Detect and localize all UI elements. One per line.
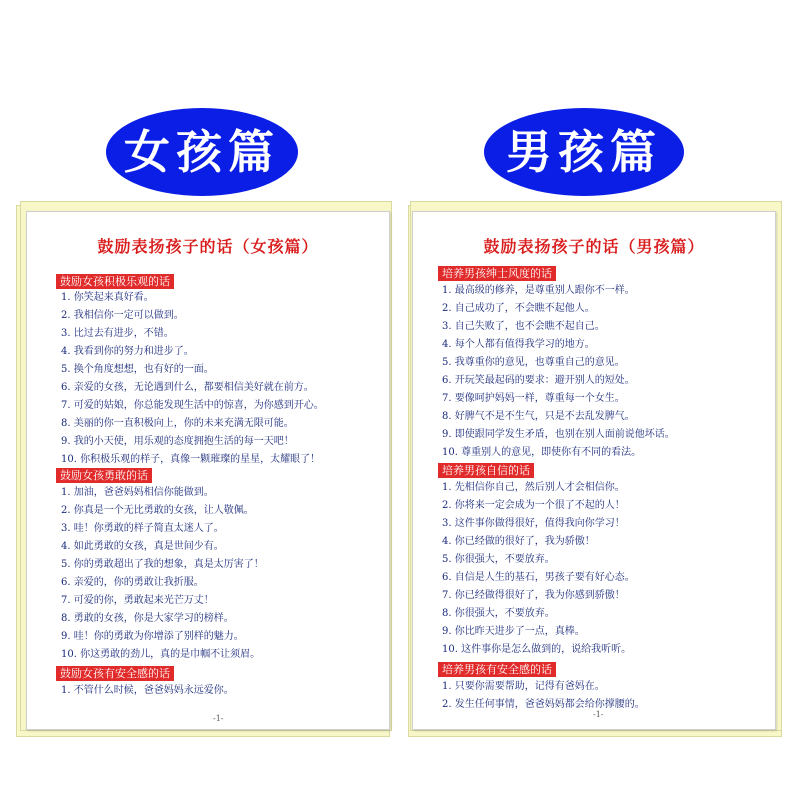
right-document-title: 鼓励表扬孩子的话（男孩篇） bbox=[483, 237, 705, 256]
right-list-item: 2. 发生任何事情，爸爸妈妈都会给你撑腰的。 bbox=[442, 699, 645, 710]
left-page-number: -1- bbox=[213, 714, 224, 723]
right-list-item: 6. 开玩笑最起码的要求：避开别人的短处。 bbox=[442, 375, 635, 386]
right-list-item: 5. 我尊重你的意见，也尊重自己的意见。 bbox=[442, 357, 625, 368]
left-list-item: 4. 如此勇敢的女孩，真是世间少有。 bbox=[61, 541, 224, 552]
right-list-item: 3. 自己失败了，也不会瞧不起自己。 bbox=[442, 321, 605, 332]
left-list-item: 1. 不管什么时候，爸爸妈妈永远爱你。 bbox=[61, 685, 234, 696]
right-list-item: 8. 好脾气不是不生气，只是不去乱发脾气。 bbox=[442, 411, 635, 422]
right-list-item: 4. 每个人都有值得我学习的地方。 bbox=[442, 339, 595, 350]
left-document-page bbox=[26, 211, 390, 730]
left-list-item: 2. 我相信你一定可以做到。 bbox=[61, 310, 184, 321]
right-list-item: 2. 自己成功了，不会瞧不起他人。 bbox=[442, 303, 595, 314]
right-list-item: 6. 自信是人生的基石，男孩子要有好心态。 bbox=[442, 572, 635, 583]
right-document-page bbox=[412, 211, 776, 730]
left-list-item: 6. 亲爱的女孩，无论遇到什么，都要相信美好就在前方。 bbox=[61, 382, 314, 393]
left-list-item: 5. 你的勇敢超出了我的想象，真是太厉害了！ bbox=[61, 559, 264, 570]
left-section-heading-bravery: 鼓励女孩勇敢的话 bbox=[56, 468, 152, 483]
left-section-heading-optimism: 鼓励女孩积极乐观的话 bbox=[56, 274, 174, 289]
right-section-heading-security: 培养男孩有安全感的话 bbox=[438, 662, 556, 677]
left-list-item: 10. 你积极乐观的样子，真像一颗璀璨的星星，太耀眼了！ bbox=[61, 454, 321, 465]
left-list-item: 8. 勇敢的女孩，你是大家学习的榜样。 bbox=[61, 613, 234, 624]
right-list-item: 7. 你已经做得很好了，我为你感到骄傲！ bbox=[442, 590, 625, 601]
left-list-item: 4. 我看到你的努力和进步了。 bbox=[61, 346, 194, 357]
right-list-item: 10. 这件事你是怎么做到的，说给我听听。 bbox=[442, 644, 632, 655]
right-list-item: 7. 要像呵护妈妈一样，尊重每一个女生。 bbox=[442, 393, 625, 404]
right-list-item: 1. 先相信你自己，然后别人才会相信你。 bbox=[442, 482, 625, 493]
right-list-item: 5. 你很强大，不要放弃。 bbox=[442, 554, 555, 565]
left-list-item: 7. 可爱的你，勇敢起来光芒万丈！ bbox=[61, 595, 214, 606]
left-list-item: 10. 你这勇敢的劲儿，真的是巾帼不让须眉。 bbox=[61, 649, 261, 660]
left-section-heading-security: 鼓励女孩有安全感的话 bbox=[56, 666, 174, 681]
left-list-item: 7. 可爱的姑娘，你总能发现生活中的惊喜，为你感到开心。 bbox=[61, 400, 324, 411]
right-list-item: 1. 只要你需要帮助，记得有爸妈在。 bbox=[442, 681, 605, 692]
right-list-item: 10. 尊重别人的意见，即使你有不同的看法。 bbox=[442, 447, 642, 458]
left-list-item: 9. 哇！你的勇敢为你增添了别样的魅力。 bbox=[61, 631, 244, 642]
left-list-item: 3. 比过去有进步，不错。 bbox=[61, 328, 174, 339]
left-list-item: 9. 我的小天使，用乐观的态度拥抱生活的每一天吧！ bbox=[61, 436, 294, 447]
left-list-item: 5. 换个角度想想，也有好的一面。 bbox=[61, 364, 214, 375]
right-list-item: 8. 你很强大，不要放弃。 bbox=[442, 608, 555, 619]
left-list-item: 1. 加油，爸爸妈妈相信你能做到。 bbox=[61, 487, 214, 498]
left-document-title: 鼓励表扬孩子的话（女孩篇） bbox=[97, 237, 319, 256]
girls-edition-badge: 女孩篇 bbox=[106, 108, 298, 196]
right-list-item: 3. 这件事你做得很好，值得我向你学习！ bbox=[442, 518, 625, 529]
right-page-number: -1- bbox=[593, 710, 604, 719]
left-list-item: 1. 你笑起来真好看。 bbox=[61, 292, 154, 303]
left-list-item: 2. 你真是一个无比勇敢的女孩，让人敬佩。 bbox=[61, 505, 254, 516]
right-list-item: 9. 你比昨天进步了一点，真棒。 bbox=[442, 626, 585, 637]
left-list-item: 6. 亲爱的，你的勇敢让我折服。 bbox=[61, 577, 204, 588]
right-section-heading-confidence: 培养男孩自信的话 bbox=[438, 463, 534, 478]
right-section-heading-gentleman: 培养男孩绅士风度的话 bbox=[438, 266, 556, 281]
boys-edition-badge: 男孩篇 bbox=[484, 108, 684, 196]
right-list-item: 9. 即使跟同学发生矛盾，也别在别人面前说他坏话。 bbox=[442, 429, 675, 440]
left-list-item: 8. 美丽的你一直积极向上，你的未来充满无限可能。 bbox=[61, 418, 294, 429]
right-list-item: 4. 你已经做的很好了，我为骄傲！ bbox=[442, 536, 595, 547]
right-list-item: 2. 你将来一定会成为一个很了不起的人！ bbox=[442, 500, 625, 511]
right-list-item: 1. 最高级的修养，是尊重别人跟你不一样。 bbox=[442, 285, 635, 296]
left-list-item: 3. 哇！你勇敢的样子简直太迷人了。 bbox=[61, 523, 224, 534]
